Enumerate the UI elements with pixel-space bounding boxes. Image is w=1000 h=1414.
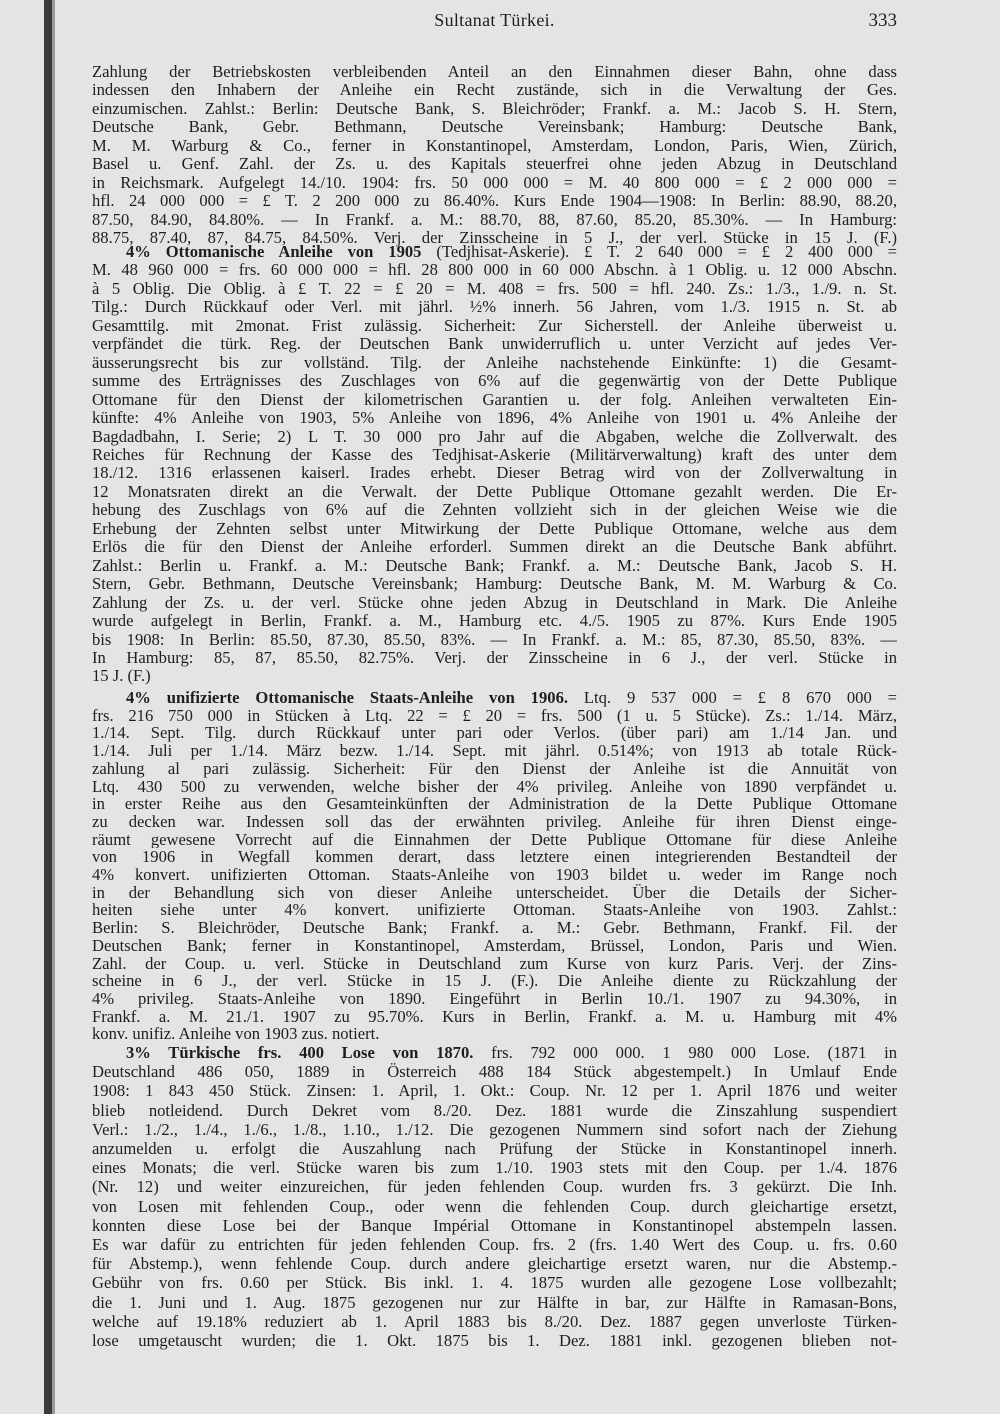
line-text: Basel u. Genf. Zahl. der Zs. u. des Kapitals steuerfrei ohne jeden Abzug in Deutschland [92, 155, 897, 174]
line-text: welche auf 19.18% reduziert ab 1. April 1883 bis 8./20. Dez. 1887 gegen unverloste Türken- [92, 1311, 897, 1331]
text-line [92, 81, 897, 99]
text-line [92, 884, 897, 902]
line-text: Zahlst.: Berlin u. Frankf. a. M.: Deutsche Bank; Frankf. a. M.: Deutsche Bank, Jacob S. H. [92, 556, 897, 575]
text-line [92, 520, 897, 538]
line-text: von 1906 in Wegfall kommen derart, dass letztere einen integrierenden Bestandteil der [92, 848, 897, 867]
text-line [92, 1081, 897, 1100]
line-text: 1./14. Juli per 1./14. März bezw. 1./14. Sept. mit jährl. 0.514%; von 1913 ab totale Rück- [92, 742, 897, 760]
text-line [92, 501, 897, 519]
text-line [92, 1043, 897, 1062]
text-line [92, 1312, 897, 1331]
text-line [92, 866, 897, 884]
line-text: zahlung al pari zulässig. Sicherheit: Für den Dienst der Anleihe ist die Annuität von [92, 759, 897, 778]
line-text: hebung des Zuschlags von 6% auf die Zehnten vollzieht sich in der gleichen Weise wie die [92, 501, 897, 520]
line-text: von Losen mit fehlenden Coup., oder wenn die fehlenden Coup. durch gleichartige ersetzt, [92, 1196, 897, 1216]
line-text: 4% konvert. unifizierten Ottoman. Staats-Anleihe von 1903 bildet u. weder im Range noch [92, 866, 897, 884]
text-line [92, 575, 897, 593]
line-text: Ltq. 9 537 000 = £ 8 670 000 = [568, 689, 897, 707]
text-line [92, 919, 897, 937]
line-text: 1./14. Sept. Tilg. durch Rückkauf unter pari oder Verlos. (über pari) am 1./14 Jan. und [92, 724, 897, 743]
text-line [92, 1273, 897, 1292]
text-line [92, 1331, 897, 1350]
line-text: für Abstemp.), wenn fehlende Coup. durch andere gleichartige ersetzt waren, nur die Abstemp.- [92, 1254, 897, 1274]
text-line [92, 831, 897, 849]
line-text: 88.75, 87.40, 87, 84.75, 84.50%. Verj. der Zinsscheine in 5 J., der verl. Stücke in 15 J. (F.) [92, 229, 897, 248]
line-text: konnten diese Lose bei der Banque Impérial Ottomane in Konstantinopel abstempeln lassen. [92, 1215, 897, 1235]
text-line [92, 211, 897, 229]
text-line [92, 612, 897, 630]
text-line [92, 192, 897, 210]
line-text: à 5 Oblig. Die Oblig. à £ T. 22 = £ 20 = M. 408 = frs. 500 = hfl. 240. Zs.: 1./3., 1./9. n. St. [92, 279, 897, 298]
text-line [92, 813, 897, 831]
text-line [92, 955, 897, 973]
text-line [92, 594, 897, 612]
text-line [92, 724, 897, 742]
paragraph-ottoman-loan-1905 [92, 243, 897, 686]
text-line [92, 174, 897, 192]
line-text: die 1. Juni und 1. Aug. 1875 gezogenen nur zur Hälfte in bar, zur Hälfte in Ramasan-Bons, [92, 1292, 897, 1312]
line-text: indessen den Inhabern der Anleihe ein Recht zustände, sich in die Verwaltung der Ges. [92, 81, 897, 100]
text-line [92, 483, 897, 501]
text-line [92, 1120, 897, 1139]
line-text: Es war dafür zu entrichten für jeden fehlenden Coup. frs. 2 (frs. 1.40 Wert des Coup. u. frs. 0.60 [92, 1235, 897, 1255]
line-text: Berlin: S. Bleichröder, Deutsche Bank; Frankf. a. M.: Gebr. Bethmann, Frankf. Fil. der [92, 919, 897, 937]
text-line [92, 538, 897, 556]
line-text: Frankf. a. M. 21./1. 1907 zu 95.70%. Kurs in Berlin, Frankf. a. M. u. Hamburg mit 4% [92, 1007, 897, 1026]
text-line [92, 1293, 897, 1312]
line-text: In Hamburg: 85, 87, 85.50, 82.75%. Verj. der Zinsscheine in 6 J., der verl. Stücke in [92, 648, 897, 667]
text-line [92, 155, 897, 173]
line-text: heiten siehe unter 4% konvert. unifizierte Ottoman. Staats-Anleihe von 1903. Zahlst.: [92, 901, 897, 920]
line-text: summe des Erträgnisses des Zuschlages von 6% auf die gegenwärtig von der Dette Publique [92, 372, 897, 391]
line-text: Verl.: 1./2., 1./4., 1./6., 1./8., 1.10., 1./12. Die gezogenen Nummern sind sofort nach der Ziehung [92, 1119, 897, 1139]
line-text: bis 1908: In Berlin: 85.50, 87.30, 85.50, 83%. — In Frankf. a. M.: 85, 87.30, 85.50, 83%. — [92, 630, 897, 649]
line-text: 87.50, 84.90, 84.80%. — In Frankf. a. M.: 88.70, 88, 87.60, 85.20, 85.30%. — In Hamburg: [92, 210, 897, 229]
page-number: 333 [868, 10, 897, 31]
text-line [92, 391, 897, 409]
line-text: 4% privileg. Staats-Anleihe von 1890. Eingeführt in Berlin 10./1. 1907 zu 94.30%, in [92, 989, 897, 1008]
text-line [92, 1101, 897, 1120]
paragraph-unified-ottoman-loan-1906 [92, 689, 897, 1043]
line-text: frs. 216 750 000 in Stücken à Ltq. 22 = £ 20 = frs. 500 (1 u. 5 Stücke). Zs.: 1./14. März, [92, 706, 897, 725]
line-text: in Reichsmark. Aufgelegt 14./10. 1904: frs. 50 000 000 = M. 40 800 000 = £ 2 000 000 = [92, 173, 897, 192]
line-text: 15 J. (F.) [92, 667, 151, 686]
text-line [92, 742, 897, 760]
line-text: räumt gewesene Vorrecht auf die Einnahmen der Dette Publique Ottomane für diese Anleihe [92, 830, 897, 849]
text-line [92, 243, 897, 261]
text-line [92, 1025, 897, 1043]
text-line [92, 667, 897, 685]
text-line [92, 317, 897, 335]
line-text: Gebühr von frs. 0.60 per Stück. Bis inkl. 1. 4. 1875 wurden alle gezogene Lose vollbezahlt; [92, 1273, 897, 1293]
line-text: Ottomane für den Dienst der kilometrischen Garantien u. der folg. Anleihen verwalteten Ein- [92, 390, 897, 409]
line-text: konv. unifiz. Anleihe von 1903 zus. notiert. [92, 1025, 380, 1044]
line-text: 1908: 1 843 450 Stück. Zinsen: 1. April, 1. Okt.: Coup. Nr. 12 per 1. April 1876 und weiter [92, 1081, 897, 1101]
text-line [92, 409, 897, 427]
text-line [92, 354, 897, 372]
line-text: eines Monats; die verl. Stücke waren bis zum 1./10. 1903 stets mit den Coup. per 1./4. 1876 [92, 1158, 897, 1178]
line-text: zu decken war. Indessen soll das der erwähnten privileg. Anleihe für ihren Dienst einge- [92, 812, 897, 831]
text-line [92, 63, 897, 81]
section-heading: 3% Türkische frs. 400 Lose von 1870. [126, 1043, 474, 1062]
text-line [92, 464, 897, 482]
line-text: hfl. 24 000 000 = £ T. 2 200 000 zu 86.40%. Kurs Ende 1904—1908: In Berlin: 88.90, 88.20, [92, 192, 897, 211]
line-text: in der Behandlung sich von dieser Anleihe unterscheidet. Über die Details der Sicher- [92, 883, 897, 902]
line-text: blieb notleidend. Durch Dekret vom 8./20. Dez. 1881 wurde die Zinszahlung suspendiert [92, 1100, 897, 1120]
text-line [92, 795, 897, 813]
text-line [92, 1062, 897, 1081]
text-line [92, 1139, 897, 1158]
line-text: künfte: 4% Anleihe von 1903, 5% Anleihe von 1896, 4% Anleihe von 1901 u. 4% Anleihe der [92, 409, 897, 428]
text-line [92, 1177, 897, 1196]
text-line [92, 1254, 897, 1273]
text-line [92, 118, 897, 136]
text-line [92, 972, 897, 990]
text-line [92, 298, 897, 316]
line-text: Deutschland 486 050, 1889 in Österreich 488 184 Stück abgestempelt.) In Umlauf Ende [92, 1062, 897, 1082]
line-text: Gesamttilg. mit 2monat. Frist zulässig. Sicherheit: Zur Sicherstell. der Anleihe überweist u. [92, 316, 897, 335]
text-line [92, 372, 897, 390]
line-text: Zahlung der Zs. u. der verl. Stücke ohne jeden Abzug in Deutschland in Mark. Die Anleihe [92, 593, 897, 612]
section-heading: 4% unifizierte Ottomanische Staats-Anleihe von 1906. [126, 689, 569, 707]
line-text: verpfändet die türk. Reg. der Deutschen Bank unwiderruflich u. unter Verzicht auf jedes Ver- [92, 335, 897, 354]
text-line [92, 937, 897, 955]
line-text: einzumischen. Zahlst.: Berlin: Deutsche Bank, S. Bleichröder; Frankf. a. M.: Jacob S. H. Stern, [92, 99, 897, 118]
text-line [92, 280, 897, 298]
line-text: 18./12. 1316 erlassenen kaiserl. Irades erhebt. Dieser Betrag wird von der Zollverwaltung in [92, 464, 897, 483]
line-text: Stern, Gebr. Bethmann, Deutsche Vereinsbank; Hamburg: Deutsche Bank, M. M. Warburg & Co. [92, 575, 897, 594]
line-text: Deutschen Bank; ferner in Konstantinopel, Amsterdam, Brüssel, London, Paris und Wien. [92, 936, 897, 955]
paragraph-railway-loan-continued [92, 63, 897, 248]
text-line [92, 446, 897, 464]
text-line [92, 901, 897, 919]
line-text: 12 Monatsraten direkt an die Verwalt. der Dette Publique Ottomane gezahlt werden. Die Er- [92, 482, 897, 501]
page-binding-edge [44, 0, 52, 1414]
paragraph-turkish-lottery-bonds-1870 [92, 1043, 897, 1350]
text-line [92, 1216, 897, 1235]
text-line [92, 631, 897, 649]
line-text: (Tedjhisat-Askerie). £ T. 2 640 000 = £ 2 400 000 = [421, 243, 897, 261]
text-line [92, 100, 897, 118]
text-line [92, 1197, 897, 1216]
text-line [92, 707, 897, 725]
line-text: scheine in 6 J., der verl. Stücke in 15 J. (F.). Die Anleihe diente zu Rückzahlung der [92, 972, 897, 990]
line-text: M. M. Warburg & Co., ferner in Konstantinopel, Amsterdam, London, Paris, Wien, Zürich, [92, 136, 897, 155]
line-text: Bagdadbahn, I. Serie; 2) L T. 30 000 pro Jahr auf die Abgaben, welche die Zollverwalt. des [92, 427, 897, 446]
line-text: Zahlung der Betriebskosten verbleibenden Anteil an den Einnahmen dieser Bahn, ohne dass [92, 63, 897, 81]
text-line [92, 848, 897, 866]
text-line [92, 990, 897, 1008]
text-line [92, 778, 897, 796]
text-line [92, 689, 897, 707]
text-line [92, 137, 897, 155]
line-text: äusserungsrecht bis zur vollständ. Tilg. der Anleihe nachstehende Einkünfte: 1) die Gesamt- [92, 353, 897, 372]
running-title: Sultanat Türkei. [434, 10, 555, 30]
text-line [92, 261, 897, 279]
text-line [92, 557, 897, 575]
text-line [92, 649, 897, 667]
text-line [92, 760, 897, 778]
line-text: (Nr. 12) und weiter einzureichen, für jeden fehlenden Coup. wurden frs. 3 gekürzt. Die Inh. [92, 1177, 897, 1197]
running-head [92, 10, 897, 34]
line-text: frs. 792 000 000. 1 980 000 Lose. (1871 in [473, 1043, 897, 1062]
line-text: Deutsche Bank, Gebr. Bethmann, Deutsche Vereinsbank; Hamburg: Deutsche Bank, [92, 118, 897, 137]
page-binding-shadow [52, 0, 55, 1414]
line-text: lose umgetauscht wurden; die 1. Okt. 1875 bis 1. Dez. 1881 inkl. gezogenen blieben not- [92, 1331, 897, 1351]
line-text: wurde aufgelegt in Berlin, Frankf. a. M., Hamburg etc. 4./5. 1905 zu 87%. Kurs Ende 1905 [92, 612, 897, 631]
line-text: Tilg.: Durch Rückkauf oder Verl. mit jährl. ½% innerh. 56 Jahren, vom 1./3. 1915 n. St. ab [92, 298, 897, 317]
line-text: anzumelden u. erfolgt die Auszahlung nach Prüfung der Stücke in Konstantinopel innerh. [92, 1139, 897, 1159]
text-line [92, 1235, 897, 1254]
text-line [92, 1008, 897, 1026]
line-text: in erster Reihe aus den Gesamteinkünften der Administration de la Dette Publique Ottomane [92, 795, 897, 813]
line-text: Reiches für Rechnung der Kasse des Tedjhisat-Askerie (Militärverwaltung) kraft des unter dem [92, 445, 897, 464]
line-text: Erhebung der Zehnten selbst unter Mitwirkung der Dette Publique Ottomane, welche aus dem [92, 519, 897, 538]
text-line [92, 1158, 897, 1177]
text-line [92, 335, 897, 353]
line-text: Ltq. 430 500 zu verwenden, welche bisher der 4% privileg. Anleihe von 1890 verpfändet u. [92, 777, 897, 796]
line-text: M. 48 960 000 = frs. 60 000 000 = hfl. 28 800 000 in 60 000 Abschn. à 1 Oblig. u. 12 000 Abschn. [92, 261, 897, 280]
line-text: Erlös die für den Dienst der Anleihe erforderl. Summen direkt an die Deutsche Bank abführt. [92, 538, 897, 557]
text-line [92, 428, 897, 446]
section-heading: 4% Ottomanische Anleihe von 1905 [126, 243, 422, 261]
line-text: Zahl. der Coup. u. verl. Stücke in Deutschland zum Kurse von kurz Paris. Verj. der Zins- [92, 954, 897, 973]
